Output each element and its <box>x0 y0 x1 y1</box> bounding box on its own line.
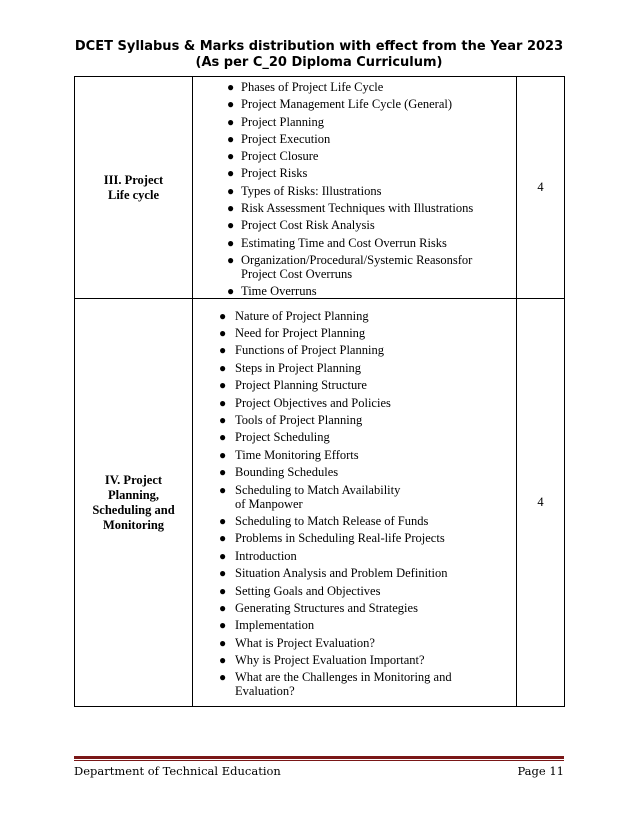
marks-cell: 4 <box>517 299 565 707</box>
unit-title-cell <box>75 299 193 707</box>
document-title: DCET Syllabus & Marks distribution with effect from the Year 2023 <box>74 39 564 54</box>
unit-title-line: Monitoring <box>102 517 165 532</box>
list-item: ● Project Closure <box>227 149 319 164</box>
footer-divider <box>74 756 564 759</box>
document-subtitle: (As per C_20 Diploma Curriculum) <box>195 55 443 70</box>
list-item: ● Functions of Project Planning <box>219 343 384 358</box>
bullet-icon: ● <box>219 653 227 668</box>
list-item: ● Need for Project Planning <box>219 326 366 341</box>
bullet-icon: ● <box>219 670 227 685</box>
footer-divider <box>74 760 564 761</box>
unit-title-line: Scheduling and <box>92 502 175 517</box>
bullet-icon: ● <box>227 149 235 164</box>
bullet-icon: ● <box>219 447 227 462</box>
bullet-icon: ● <box>219 635 227 650</box>
list-item: ● Scheduling to Match Availability of Manpower <box>219 482 401 511</box>
list-item: ● Nature of Project Planning <box>219 308 369 323</box>
bullet-icon: ● <box>219 548 227 563</box>
bullet-icon: ● <box>219 482 227 497</box>
list-item: ● Bounding Schedules <box>219 465 339 480</box>
bullet-icon: ● <box>227 183 235 198</box>
bullet-icon: ● <box>219 531 227 546</box>
bullet-icon: ● <box>219 343 227 358</box>
marks-cell: 4 <box>517 77 565 299</box>
list-item: ● Generating Structures and Strategies <box>219 600 418 615</box>
bullet-icon: ● <box>227 80 235 94</box>
bullet-icon: ● <box>219 513 227 528</box>
bullet-icon: ● <box>227 252 235 267</box>
list-item: ● Problems in Scheduling Real-life Projects <box>219 531 445 546</box>
list-item: ● Why is Project Evaluation Important? <box>219 653 425 668</box>
list-item: ● Project Planning <box>227 114 324 129</box>
topics-cell <box>193 77 517 299</box>
list-item: ● Project Objectives and Policies <box>219 395 391 410</box>
table-row <box>75 299 565 707</box>
unit-title-cell <box>75 77 193 299</box>
bullet-icon: ● <box>219 618 227 633</box>
list-item: ● What is Project Evaluation? <box>219 635 375 650</box>
list-item: ● What are the Challenges in Monitoring and Evaluation? <box>219 670 452 699</box>
bullet-icon: ● <box>227 114 235 129</box>
topic-list <box>193 309 516 699</box>
bullet-icon: ● <box>227 201 235 216</box>
list-item: ● Project Management Life Cycle (General) <box>227 97 453 112</box>
bullet-icon: ● <box>219 395 227 410</box>
bullet-icon: ● <box>219 465 227 480</box>
list-item: ● Types of Risks: Illustrations <box>227 183 382 198</box>
list-item: ● Organization/Procedural/Systemic Reasonsfor Project Cost Overruns <box>227 252 473 281</box>
footer-department: Department of Technical Education <box>74 764 281 778</box>
bullet-icon: ● <box>219 430 227 445</box>
list-item: ● Project Cost Risk Analysis <box>227 218 375 233</box>
list-item: ● Project Risks <box>227 166 308 181</box>
bullet-icon: ● <box>227 97 235 112</box>
bullet-icon: ● <box>219 326 227 341</box>
unit-title-line: Life cycle <box>107 187 159 202</box>
topic-list <box>193 80 516 298</box>
list-item: ● Estimating Time and Cost Overrun Risks <box>227 235 447 250</box>
bullet-icon: ● <box>227 218 235 233</box>
list-item: ● Time Overruns <box>227 284 317 299</box>
list-item: ● Tools of Project Planning <box>219 413 363 427</box>
bullet-icon: ● <box>219 413 227 427</box>
list-item: ● Implementation <box>219 618 315 633</box>
footer-page-number: Page 11 <box>517 764 564 778</box>
list-item: ● Project Planning Structure <box>219 378 367 393</box>
bullet-icon: ● <box>219 378 227 393</box>
bullet-icon: ● <box>227 284 235 299</box>
bullet-icon: ● <box>219 583 227 598</box>
unit-title-line: III. Project <box>103 172 164 187</box>
list-item: ● Introduction <box>219 548 297 563</box>
table-row <box>75 77 565 299</box>
unit-title-line: IV. Project <box>104 472 163 487</box>
bullet-icon: ● <box>227 235 235 250</box>
syllabus-table <box>74 76 565 707</box>
list-item: ● Steps in Project Planning <box>219 360 362 375</box>
list-item: ● Time Monitoring Efforts <box>219 447 359 462</box>
list-item: ● Project Execution <box>227 131 331 146</box>
list-item: ● Scheduling to Match Release of Funds <box>219 513 429 528</box>
list-item: ● Situation Analysis and Problem Definition <box>219 566 448 581</box>
topics-cell <box>193 299 517 707</box>
list-item: ● Risk Assessment Techniques with Illustrations <box>227 201 474 216</box>
list-item: ● Setting Goals and Objectives <box>219 583 381 598</box>
list-item: ● Project Scheduling <box>219 430 330 445</box>
bullet-icon: ● <box>227 166 235 181</box>
unit-title-line: Planning, <box>107 487 160 502</box>
bullet-icon: ● <box>219 360 227 375</box>
bullet-icon: ● <box>219 308 227 323</box>
bullet-icon: ● <box>219 566 227 581</box>
bullet-icon: ● <box>219 600 227 615</box>
bullet-icon: ● <box>227 131 235 146</box>
list-item: ● Phases of Project Life Cycle <box>227 80 384 94</box>
